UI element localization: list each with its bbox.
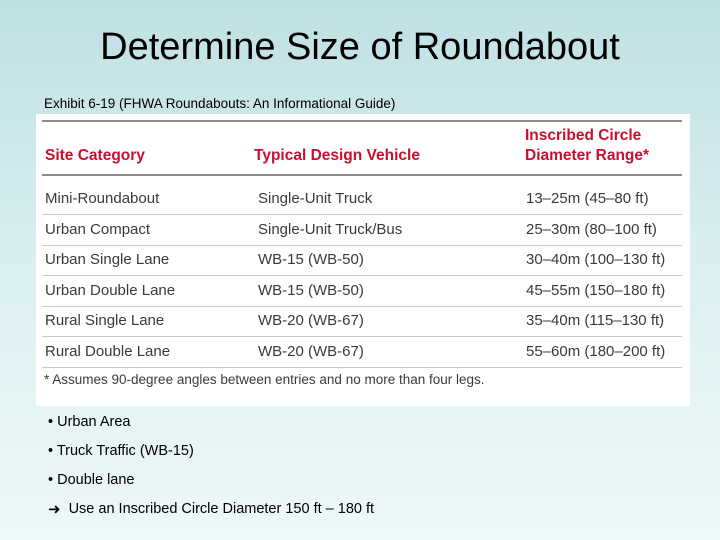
site-category-cell: Urban Single Lane	[45, 251, 170, 268]
diameter-range-cell: 25–30m (80–100 ft)	[526, 220, 657, 238]
design-vehicle-cell: WB-15 (WB-50)	[258, 251, 364, 268]
bullet-truck-traffic: • Truck Traffic (WB-15)	[48, 443, 194, 459]
site-category-cell: Rural Single Lane	[45, 312, 165, 329]
conclusion-text: Use an Inscribed Circle Diameter 150 ft – 180 ft	[68, 501, 375, 517]
design-vehicle-cell: WB-20 (WB-67)	[258, 312, 364, 329]
bullet-double-lane: • Double lane	[48, 472, 135, 488]
header-site-category: Site Category	[45, 147, 145, 164]
table-row	[42, 245, 682, 276]
table-top-rule	[42, 120, 682, 122]
diameter-range-cell: 55–60m (180–200 ft)	[526, 342, 666, 360]
design-vehicle-cell: WB-20 (WB-67)	[258, 342, 364, 360]
header-inscribed-circle: Inscribed Circle	[525, 127, 642, 144]
design-table	[36, 114, 690, 406]
conclusion	[48, 500, 374, 518]
slide-title: Determine Size of Roundabout	[100, 26, 620, 68]
table-footnote: * Assumes 90-degree angles between entries and no more than four legs.	[44, 372, 485, 387]
criteria-list	[48, 412, 194, 499]
site-category-cell: Urban Double Lane	[45, 281, 176, 299]
right-arrow-icon: ➜	[48, 500, 61, 518]
design-vehicle-cell: Single-Unit Truck	[258, 190, 373, 207]
diameter-range-cell: 35–40m (115–130 ft)	[526, 312, 665, 329]
table-row	[42, 215, 682, 246]
site-category-cell: Urban Compact	[45, 220, 151, 238]
bullet-urban-area: • Urban Area	[48, 414, 131, 430]
diameter-range-cell: 45–55m (150–180 ft)	[526, 281, 666, 299]
design-vehicle-cell: Single-Unit Truck/Bus	[258, 220, 403, 238]
header-diameter-range: Diameter Range*	[525, 147, 650, 164]
design-vehicle-cell: WB-15 (WB-50)	[258, 281, 364, 299]
table-row	[42, 276, 682, 307]
table-header-rule	[42, 174, 682, 176]
header-design-vehicle: Typical Design Vehicle	[254, 147, 420, 164]
site-category-cell: Mini-Roundabout	[45, 190, 160, 207]
table-row	[42, 184, 682, 215]
table-row	[42, 306, 682, 337]
diameter-range-cell: 30–40m (100–130 ft)	[526, 251, 666, 268]
diameter-range-cell: 13–25m (45–80 ft)	[526, 190, 649, 207]
site-category-cell: Rural Double Lane	[45, 342, 171, 360]
table-row	[42, 337, 682, 368]
exhibit-caption: Exhibit 6-19 (FHWA Roundabouts: An Informational Guide)	[44, 96, 396, 111]
